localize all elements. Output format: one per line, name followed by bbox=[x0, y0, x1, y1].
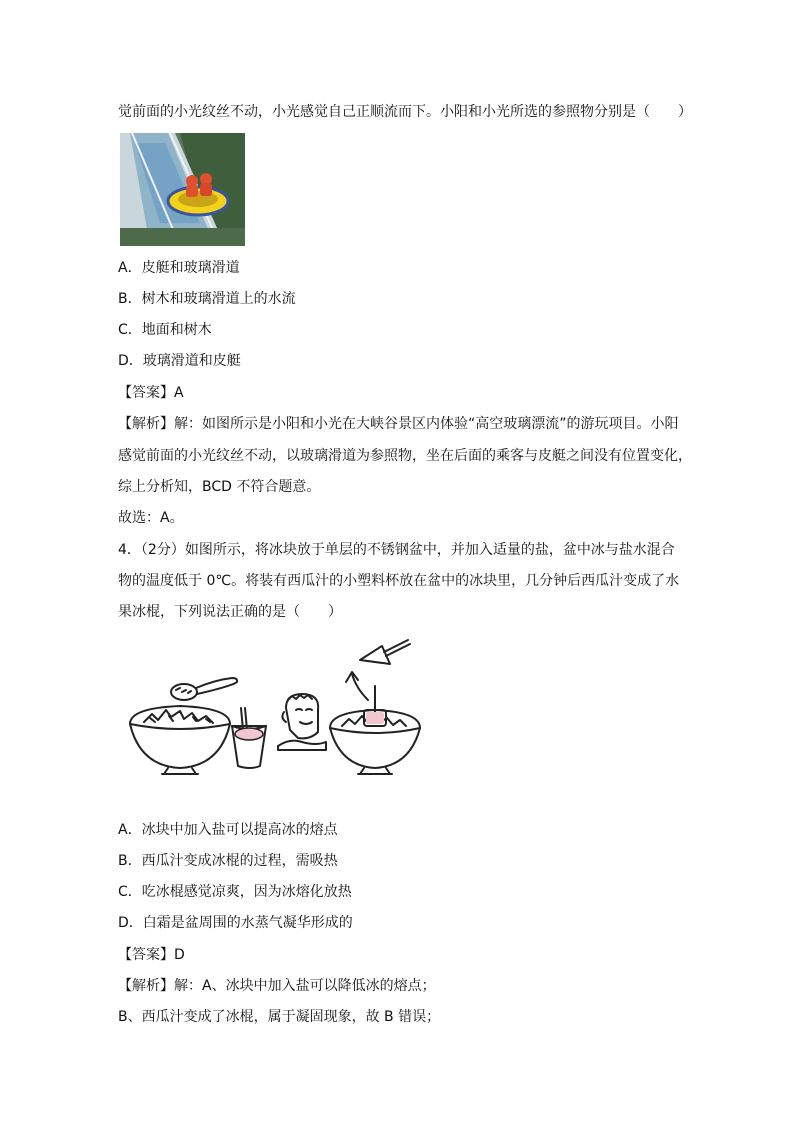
q3-analysis-line-3: 综上分析知，BCD 不符合题意。 bbox=[118, 479, 321, 495]
q4-stem-line-3: 果冰棍，下列说法正确的是（ ） bbox=[118, 604, 342, 620]
q4-answer: 【答案】D bbox=[118, 947, 185, 963]
q4-analysis-line-1: 【解析】解：A、冰块中加入盐可以降低冰的熔点； bbox=[118, 978, 436, 994]
rafting-photo bbox=[120, 133, 245, 246]
q3-option-a: A．皮艇和玻璃滑道 bbox=[118, 260, 240, 276]
q4-option-c: C．吃冰棍感觉凉爽，因为冰熔化放热 bbox=[118, 884, 352, 900]
q4-option-d: D．白霜是盆周围的水蒸气凝华形成的 bbox=[118, 915, 353, 931]
ice-bowl-drawing bbox=[120, 638, 430, 778]
q4-stem-line-1: 4．（2分）如图所示，将冰块放于单层的不锈钢盆中，并加入适量的盐，盆中冰与盐水混合 bbox=[118, 542, 675, 558]
q4-option-a: A．冰块中加入盐可以提高冰的熔点 bbox=[118, 822, 338, 838]
ice-bowl-figure bbox=[120, 638, 430, 778]
q3-option-b: B．树木和玻璃滑道上的水流 bbox=[118, 291, 296, 307]
q3-answer: 【答案】A bbox=[118, 385, 184, 401]
ice-pop bbox=[366, 712, 384, 724]
q3-stem-tail: 觉前面的小光纹丝不动，小光感觉自己正顺流而下。小阳和小光所选的参照物分别是（ ） bbox=[118, 104, 692, 120]
q3-conclusion: 故选：A。 bbox=[118, 510, 184, 526]
q3-option-c: C．地面和树木 bbox=[118, 322, 212, 338]
q3-option-d: D．玻璃滑道和皮艇 bbox=[118, 353, 241, 369]
q3-analysis-line-1: 【解析】解：如图所示是小阳和小光在大峡谷景区内体验“高空玻璃漂流”的游玩项目。小阳 bbox=[118, 416, 679, 432]
q3-analysis-line-2: 感觉前面的小光纹丝不动，以玻璃滑道为参照物，坐在后面的乘客与皮艇之间没有位置变化， bbox=[118, 448, 692, 464]
watermelon-juice bbox=[235, 728, 263, 740]
q4-stem-line-2: 物的温度低于 0℃。将装有西瓜汁的小塑料杯放在盆中的冰块里，几分钟后西瓜汁变成了水 bbox=[118, 573, 680, 589]
q4-option-b: B．西瓜汁变成冰棍的过程，需吸热 bbox=[118, 853, 338, 869]
q4-analysis-line-2: B、西瓜汁变成了冰棍，属于凝固现象，故 B 错误； bbox=[118, 1009, 441, 1025]
rafting-photo-graphic bbox=[120, 133, 245, 246]
